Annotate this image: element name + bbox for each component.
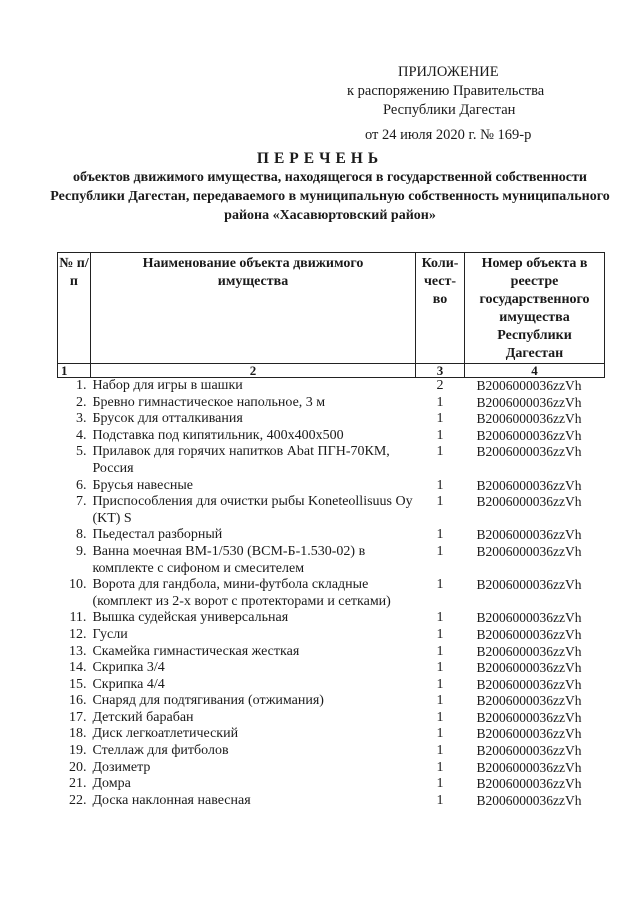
table-row (58, 444, 605, 477)
table-row (58, 494, 605, 527)
table-row (58, 627, 605, 644)
property-table (57, 252, 605, 809)
item-name: Стеллаж для фитболов (92, 743, 229, 759)
table-row (58, 478, 605, 495)
row-number: 21. (68, 776, 87, 792)
item-quantity: 1 (436, 610, 444, 626)
row-number: 13. (68, 643, 87, 659)
item-name: Набор для игры в шашки (92, 378, 243, 393)
item-quantity: 1 (436, 693, 444, 709)
item-name: Приспособления для очистки рыбы Koneteollisuus Oy (KT) S (92, 494, 413, 526)
row-number: 3. (75, 411, 87, 427)
row-number: 18. (68, 726, 87, 742)
registry-number: B2006000036zzVh (476, 610, 582, 626)
registry-number: B2006000036zzVh (476, 643, 582, 659)
row-number: 4. (75, 427, 87, 443)
header-name: Наименование объекта движимого имущества (90, 253, 415, 364)
table-row (58, 378, 605, 395)
item-quantity: 1 (436, 759, 444, 775)
appendix-republic: Республики Дагестан (383, 102, 516, 118)
table-body (58, 378, 605, 810)
table-row (58, 577, 605, 610)
registry-number: B2006000036zzVh (476, 759, 582, 775)
item-quantity: 1 (436, 792, 444, 808)
header-reg: Номер объекта в реестре государственного имущества Республики Дагестан (465, 253, 605, 364)
item-quantity: 1 (436, 726, 444, 742)
row-number: 12. (68, 626, 87, 642)
registry-number: B2006000036zzVh (476, 676, 582, 692)
row-number: 6. (75, 477, 87, 493)
appendix-decree: к распоряжению Правительства (347, 83, 545, 99)
row-number: 20. (68, 759, 87, 775)
appendix-label: ПРИЛОЖЕНИЕ (398, 64, 499, 80)
col-number: 3 (416, 364, 465, 378)
item-name: Брусок для отталкивания (92, 411, 243, 427)
item-name: Ворота для гандбола, мини-футбола складные (комплект из 2-х ворот с протекторами и сетками) (92, 577, 391, 609)
header-num: № п/п (58, 253, 91, 364)
row-number: 8. (75, 527, 87, 543)
row-number: 5. (75, 444, 87, 460)
document-title: ПЕРЕЧЕНЬ (256, 150, 384, 167)
item-name: Доска наклонная навесная (92, 792, 251, 808)
item-name: Детский барабан (92, 709, 194, 725)
row-number: 15. (68, 676, 87, 692)
item-quantity: 1 (436, 660, 444, 676)
header-qty: Коли-чест-во (416, 253, 465, 364)
table-row (58, 644, 605, 661)
item-name: Домра (92, 776, 131, 792)
item-name: Снаряд для подтягивания (отжимания) (92, 693, 324, 709)
item-quantity: 1 (436, 577, 444, 593)
item-name: Скамейка гимнастическая жесткая (92, 643, 300, 659)
col-number: 1 (58, 364, 91, 378)
registry-number: B2006000036zzVh (476, 709, 582, 725)
registry-number: B2006000036zzVh (476, 626, 582, 642)
row-number: 11. (69, 610, 87, 626)
item-quantity: 1 (436, 444, 444, 460)
registry-number: B2006000036zzVh (476, 378, 582, 393)
registry-number: B2006000036zzVh (476, 743, 582, 759)
registry-number: B2006000036zzVh (476, 792, 582, 808)
item-name: Прилавок для горячих напитков Abat ПГН-70КМ, Россия (92, 444, 390, 476)
item-quantity: 1 (436, 527, 444, 543)
item-name: Брусья навесные (92, 477, 193, 493)
registry-number: B2006000036zzVh (476, 527, 582, 543)
row-number: 17. (68, 709, 87, 725)
item-quantity: 1 (436, 427, 444, 443)
table-row (58, 527, 605, 544)
item-name: Подставка под кипятильник, 400х400х500 (92, 427, 344, 443)
table-row (58, 428, 605, 445)
registry-number: B2006000036zzVh (476, 411, 582, 427)
table-row (58, 610, 605, 627)
item-quantity: 1 (436, 776, 444, 792)
item-quantity: 1 (436, 743, 444, 759)
registry-number: B2006000036zzVh (476, 693, 582, 709)
table-row (58, 710, 605, 727)
registry-number: B2006000036zzVh (476, 726, 582, 742)
item-quantity: 1 (436, 411, 444, 427)
item-name: Диск легкоатлетический (92, 726, 239, 742)
table-row (58, 726, 605, 743)
col-number: 4 (465, 364, 605, 378)
col-number: 2 (90, 364, 415, 378)
table-row (58, 793, 605, 810)
registry-number: B2006000036zzVh (476, 477, 582, 493)
table-row (58, 743, 605, 760)
item-quantity: 1 (436, 643, 444, 659)
item-quantity: 1 (436, 676, 444, 692)
item-name: Скрипка 3/4 (92, 660, 165, 676)
item-name: Гусли (92, 626, 128, 642)
document-subtitle: объектов движимого имущества, находящегося в государственной собственности Республики Дагестан, передаваемого в муниципальную собственность муниципального района «Хасавюртовский район» (50, 170, 610, 223)
item-name: Скрипка 4/4 (92, 676, 165, 692)
table-row (58, 660, 605, 677)
item-name: Вышка судейская универсальная (92, 610, 289, 626)
row-number: 9. (75, 543, 87, 559)
table-row (58, 395, 605, 412)
table-row (58, 411, 605, 428)
item-quantity: 1 (436, 626, 444, 642)
item-name: Пьедестал разборный (92, 527, 223, 543)
registry-number: B2006000036zzVh (476, 444, 582, 460)
row-number: 7. (75, 494, 87, 510)
row-number: 10. (68, 577, 87, 593)
appendix-date: от 24 июля 2020 г. № 169-р (365, 127, 532, 143)
registry-number: B2006000036zzVh (476, 394, 582, 410)
item-name: Бревно гимнастическое напольное, 3 м (92, 394, 326, 410)
table-row (58, 544, 605, 577)
table-row (58, 776, 605, 793)
row-number: 22. (68, 792, 87, 808)
table-row (58, 760, 605, 777)
registry-number: B2006000036zzVh (476, 577, 582, 593)
row-number: 19. (68, 743, 87, 759)
item-name: Ванна моечная ВМ-1/530 (ВСМ-Б-1.530-02) в комплекте с сифоном и смесителем (92, 543, 366, 576)
item-quantity: 1 (436, 543, 444, 559)
item-quantity: 1 (436, 494, 444, 510)
registry-number: B2006000036zzVh (476, 543, 582, 559)
item-name: Дозиметр (92, 759, 151, 775)
table-row (58, 677, 605, 694)
table-row (58, 693, 605, 710)
registry-number: B2006000036zzVh (476, 494, 582, 510)
item-quantity: 1 (436, 394, 444, 410)
row-number: 14. (68, 660, 87, 676)
column-numbers-row (58, 364, 605, 378)
item-quantity: 1 (436, 477, 444, 493)
registry-number: B2006000036zzVh (476, 427, 582, 443)
row-number: 2. (75, 394, 87, 410)
row-number: 16. (68, 693, 87, 709)
row-number: 1. (75, 378, 87, 393)
item-quantity: 1 (436, 709, 444, 725)
table-header-row (58, 253, 605, 364)
item-quantity: 2 (436, 378, 444, 393)
registry-number: B2006000036zzVh (476, 660, 582, 676)
registry-number: B2006000036zzVh (476, 776, 582, 792)
